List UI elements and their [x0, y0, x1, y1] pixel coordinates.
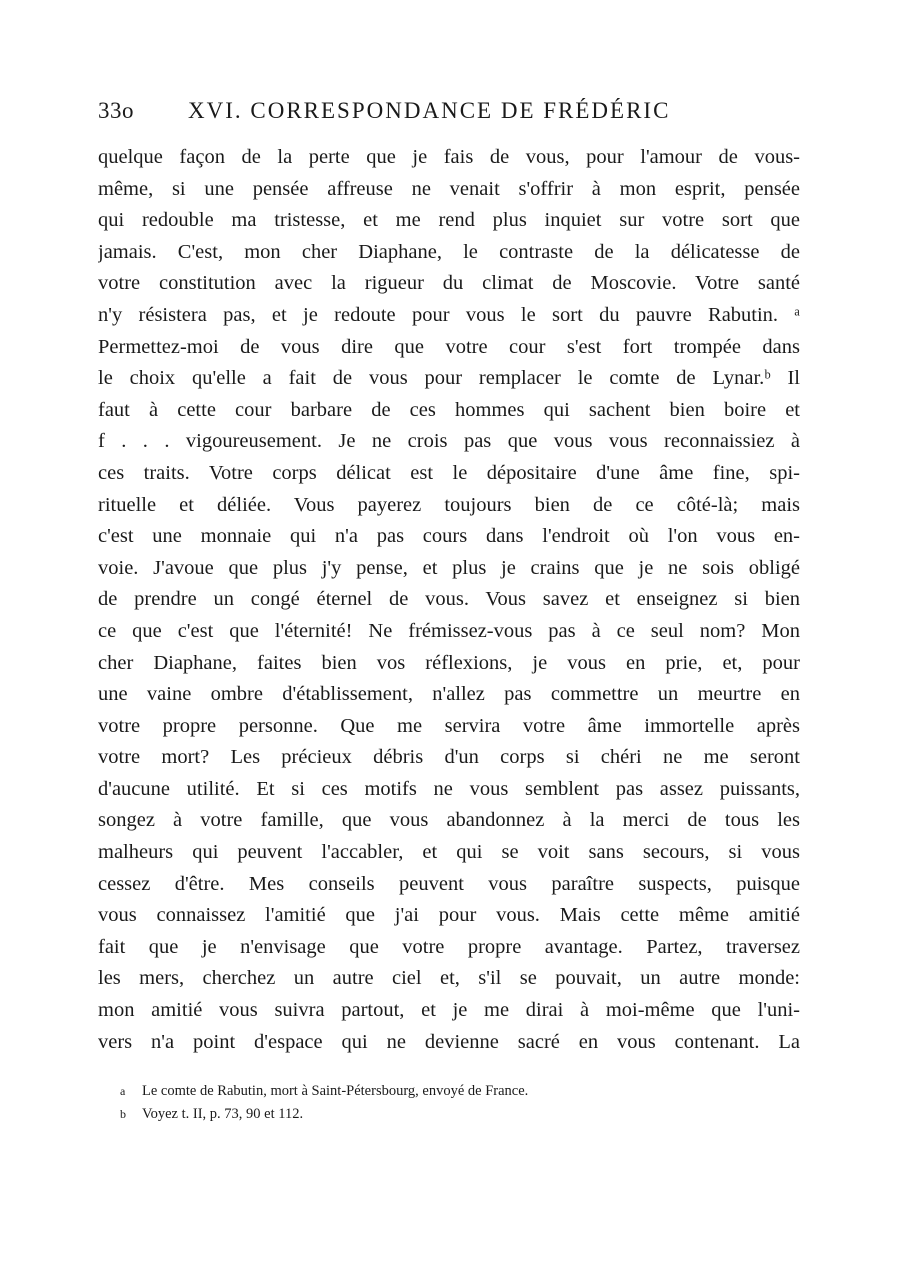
text-line: même, si une pensée affreuse ne venait s'offrir à mon esprit, pensée	[98, 177, 800, 200]
footnote-mark: b	[120, 1107, 126, 1121]
text-line: Permettez-moi de vous dire que votre cour s'est fort trompée dans	[98, 335, 800, 358]
text-line: une vaine ombre d'établissement, n'allez pas commettre un meurtre en	[98, 683, 800, 706]
text-line: ces traits. Votre corps délicat est le dépositaire d'une âme fine, spi-	[98, 461, 800, 484]
text-line: quelque façon de la perte que je fais de vous, pour l'amour de vous-	[98, 146, 800, 168]
text-line: d'aucune utilité. Et si ces motifs ne vous semblent pas assez puissants,	[98, 777, 800, 800]
text-line: vers n'a point d'espace qui ne devienne sacré en vous contenant. La	[98, 1030, 800, 1053]
text-line: les mers, cherchez un autre ciel et, s'il se pouvait, un autre monde:	[98, 967, 800, 990]
text-line: qui redouble ma tristesse, et me rend plus inquiet sur votre sort que	[98, 209, 800, 232]
footnotes	[120, 1080, 760, 1126]
text-line: songez à votre famille, que vous abandonnez à la merci de tous les	[98, 809, 800, 832]
body-text	[98, 142, 800, 1058]
text-line: fait que je n'envisage que votre propre avantage. Partez, traversez	[98, 935, 800, 958]
footnote-b	[120, 1103, 760, 1126]
text-line: cher Diaphane, faites bien vos réflexions, je vous en prie, et, pour	[98, 651, 800, 674]
footnote-a	[120, 1080, 760, 1103]
footnote-mark: a	[120, 1084, 126, 1098]
text-line: f . . . vigoureusement. Je ne crois pas que vous vous reconnaissiez à	[98, 430, 800, 453]
text-line: ce que c'est que l'éternité! Ne frémissez-vous pas à ce seul nom? Mon	[98, 619, 800, 642]
text-line: le choix qu'elle a fait de vous pour remplacer le comte de Lynar.ᵇ Il	[98, 367, 800, 390]
text-line: rituelle et déliée. Vous payerez toujours bien de ce côté-là; mais	[98, 493, 800, 516]
footnote-text: Le comte de Rabutin, mort à Saint-Pétersbourg, envoyé de France.	[142, 1083, 529, 1099]
text-line: c'est une monnaie qui n'a pas cours dans l'endroit où l'on vous en-	[98, 525, 800, 548]
text-line: de prendre un congé éternel de vous. Vous savez et enseignez si bien	[98, 588, 800, 611]
text-line: cessez d'être. Mes conseils peuvent vous paraître suspects, puisque	[98, 872, 800, 895]
text-line: malheurs qui peuvent l'accabler, et qui se voit sans secours, si vous	[98, 841, 800, 864]
footnote-text: Voyez t. II, p. 73, 90 et 112.	[142, 1106, 304, 1122]
text-line: vous connaissez l'amitié que j'ai pour vous. Mais cette même amitié	[98, 904, 800, 927]
text-line: votre constitution avec la rigueur du climat de Moscovie. Votre santé	[98, 272, 800, 295]
text-line: mon amitié vous suivra partout, et je me dirai à moi-même que l'uni-	[98, 999, 800, 1022]
running-title: XVI. CORRESPONDANCE DE FRÉDÉRIC	[188, 98, 671, 123]
text-line: votre mort? Les précieux débris d'un corps si chéri ne me seront	[98, 746, 800, 769]
text-line: n'y résistera pas, et je redoute pour vous le sort du pauvre Rabutin. ᵃ	[98, 303, 800, 326]
text-line: faut à cette cour barbare de ces hommes qui sachent bien boire et	[98, 398, 800, 421]
text-line: voie. J'avoue que plus j'y pense, et plus je crains que je ne sois obligé	[98, 556, 800, 579]
text-line: jamais. C'est, mon cher Diaphane, le contraste de la délicatesse de	[98, 240, 800, 263]
page-number: 33o	[98, 98, 134, 123]
text-line: votre propre personne. Que me servira votre âme immortelle après	[98, 714, 800, 737]
running-head	[98, 98, 818, 134]
